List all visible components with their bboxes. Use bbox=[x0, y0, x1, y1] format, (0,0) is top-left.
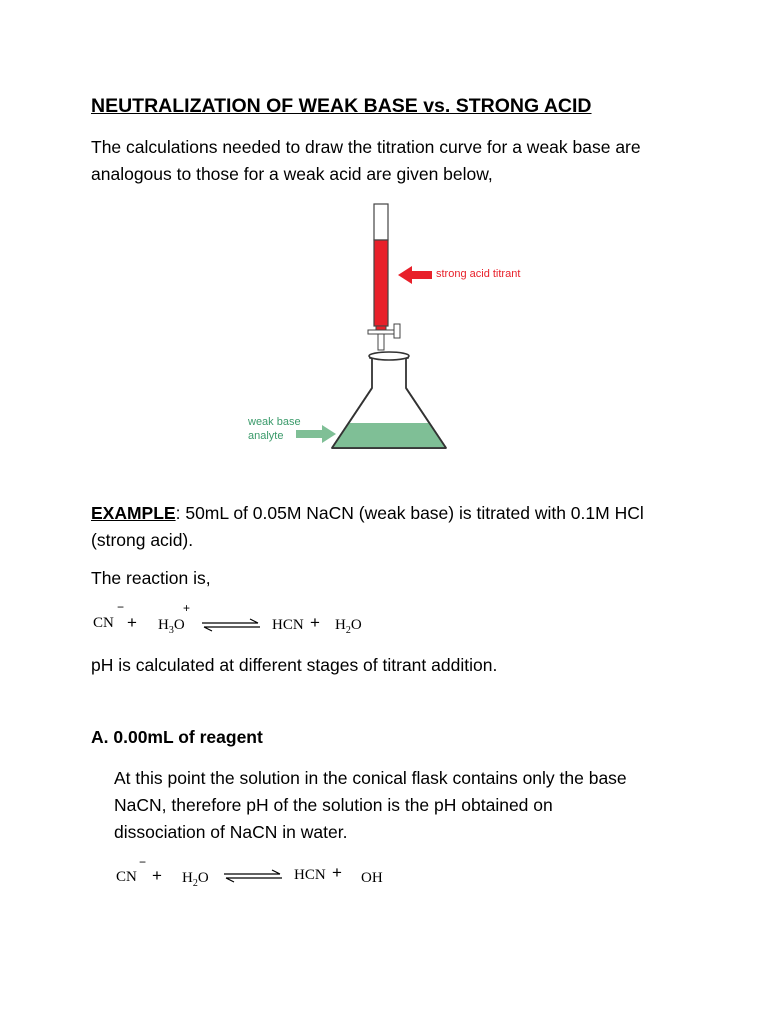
titrant-arrow-icon bbox=[398, 266, 432, 284]
section-a-heading: A. 0.00mL of reagent bbox=[91, 727, 263, 747]
section-a-line-2: NaCN, therefore pH of the solution is the pH obtained on bbox=[114, 795, 553, 815]
titration-diagram bbox=[0, 0, 768, 500]
eq2-product-hcn: HCN bbox=[294, 867, 326, 883]
eq1-plus-2: + bbox=[310, 613, 320, 632]
eq2-plus-1: + bbox=[152, 866, 162, 885]
eq1-product-hcn: HCN bbox=[272, 617, 304, 633]
example-paragraph bbox=[91, 500, 644, 554]
eq2-product-oh: OH bbox=[361, 870, 383, 886]
equilibrium-arrow-icon bbox=[200, 618, 262, 632]
eq2-plus-2: + bbox=[332, 863, 342, 882]
analyte-label bbox=[248, 415, 301, 443]
section-a-line-3: dissociation of NaCN in water. bbox=[114, 822, 348, 842]
example-text-1: : 50mL of 0.05M NaCN (weak base) is titrated with 0.1M HCl bbox=[175, 503, 644, 523]
intro-line-1: The calculations needed to draw the titration curve for a weak base are bbox=[91, 137, 641, 157]
ph-statement: pH is calculated at different stages of titrant addition. bbox=[91, 655, 498, 675]
burette bbox=[368, 204, 400, 350]
intro-line-2: analogous to those for a weak acid are given below, bbox=[91, 164, 493, 184]
eq1-h3o-charge: + bbox=[183, 601, 191, 615]
titrant-label: strong acid titrant bbox=[436, 268, 521, 280]
eq1-product-h2o: $H_2O$ bbox=[335, 617, 362, 636]
analyte-arrow-icon bbox=[296, 425, 336, 443]
equilibrium-arrow-2-icon bbox=[222, 869, 284, 883]
eq1-plus-1: + bbox=[127, 613, 137, 632]
conical-flask bbox=[332, 352, 446, 448]
eq1-reactant-cn: CN bbox=[93, 615, 114, 631]
eq1-cn-charge: − bbox=[117, 600, 125, 614]
section-a-paragraph bbox=[114, 765, 627, 846]
eq1-reactant-h3o: $H_3O$ bbox=[158, 617, 185, 636]
reaction-intro: The reaction is, bbox=[91, 568, 211, 588]
example-label: EXAMPLE bbox=[91, 503, 176, 523]
page-title: NEUTRALIZATION OF WEAK BASE vs. STRONG ACID bbox=[91, 95, 592, 117]
analyte-label-line-1: weak base bbox=[248, 416, 301, 428]
example-text-2: (strong acid). bbox=[91, 530, 194, 550]
eq2-reactant-cn: CN bbox=[116, 869, 137, 885]
analyte-label-line-2: analyte bbox=[248, 430, 284, 442]
eq2-reactant-h2o: $H_2O$ bbox=[182, 870, 209, 889]
eq2-cn-charge: − bbox=[139, 855, 147, 869]
section-a-line-1: At this point the solution in the conical flask contains only the base bbox=[114, 768, 627, 788]
